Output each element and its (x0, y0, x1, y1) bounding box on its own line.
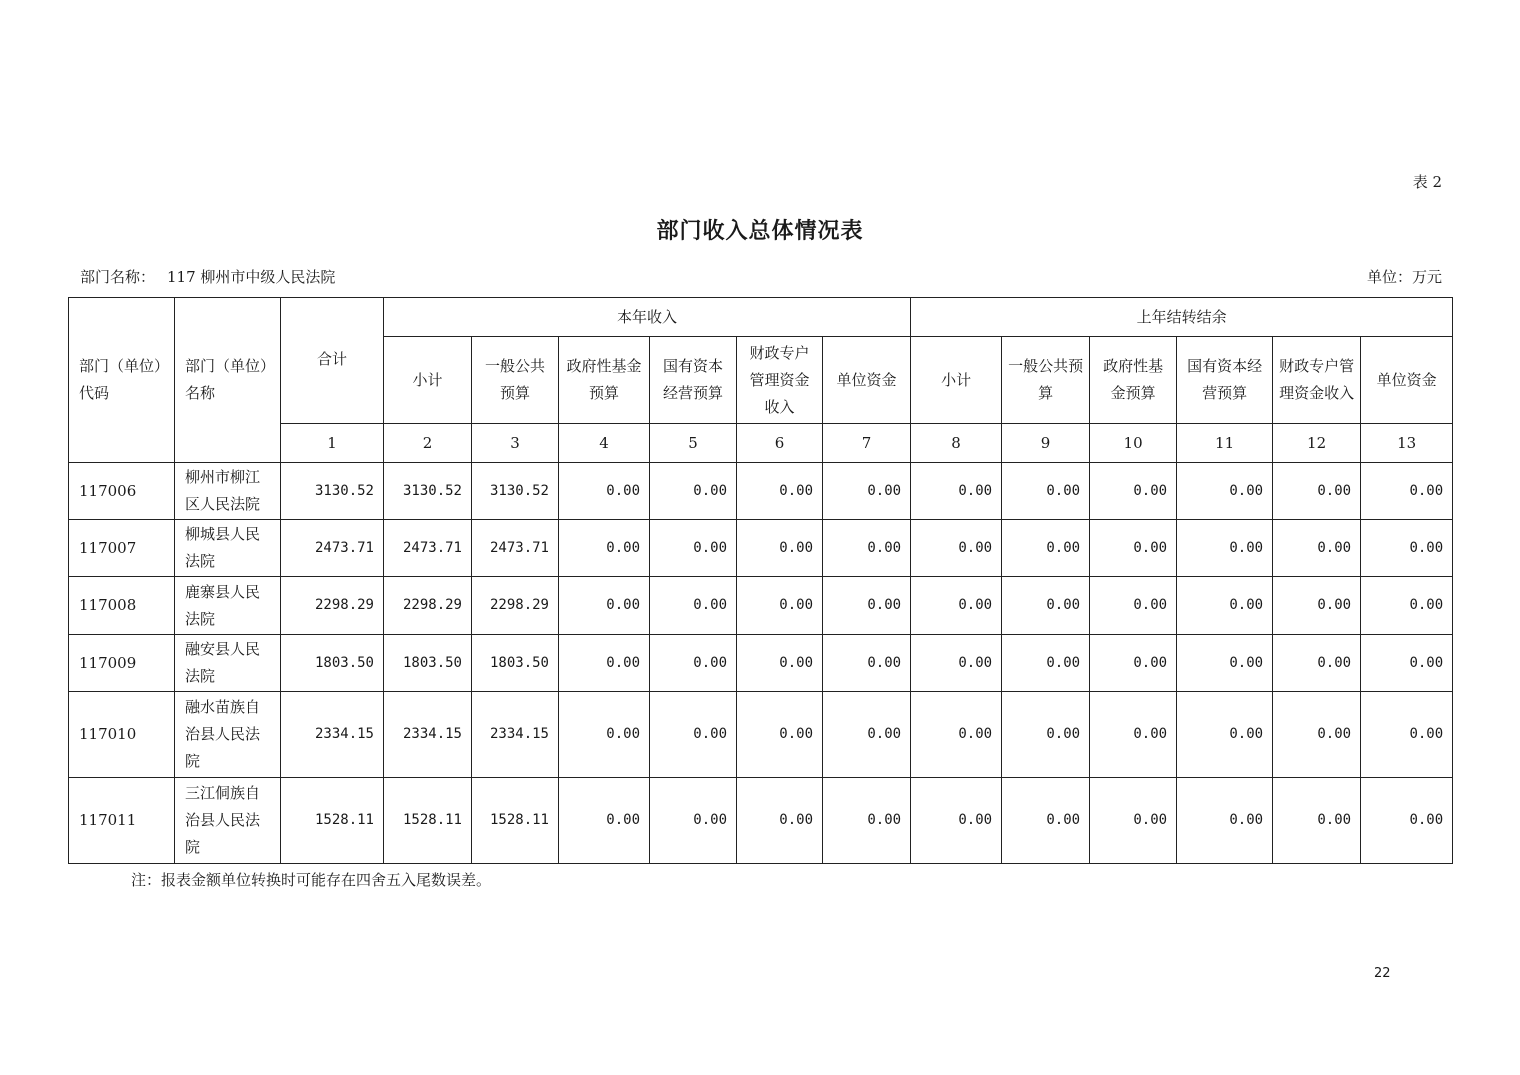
header-index-cell: 1 (281, 424, 384, 463)
row-amount-cell: 0.00 (823, 778, 911, 864)
header-index-cell: 12 (1273, 424, 1361, 463)
row-amount-cell: 1803.50 (472, 635, 559, 692)
header-group-current-year: 本年收入 (384, 298, 911, 337)
header-index-cell: 5 (650, 424, 737, 463)
income-table (68, 297, 1453, 864)
row-amount-cell: 0.00 (1361, 692, 1453, 778)
row-amount-cell: 0.00 (650, 577, 737, 635)
row-amount-cell: 0.00 (1177, 520, 1273, 577)
row-amount-cell: 0.00 (559, 520, 650, 577)
row-amount-cell: 0.00 (1273, 520, 1361, 577)
header-index-cell: 3 (472, 424, 559, 463)
row-amount-cell: 0.00 (1002, 692, 1090, 778)
header-subcolumn: 政府性基金预算 (1090, 337, 1177, 424)
row-amount-cell: 0.00 (559, 692, 650, 778)
row-amount-cell: 0.00 (1002, 635, 1090, 692)
header-subcolumn: 国有资本经营预算 (650, 337, 737, 424)
row-amount-cell: 0.00 (1177, 577, 1273, 635)
row-amount-cell: 0.00 (1090, 577, 1177, 635)
row-amount-cell: 0.00 (823, 463, 911, 520)
row-dept-code: 117007 (69, 520, 175, 577)
row-amount-cell: 0.00 (559, 778, 650, 864)
header-group-carryover: 上年结转结余 (911, 298, 1453, 337)
row-amount-cell: 0.00 (1177, 692, 1273, 778)
row-amount-cell: 0.00 (1177, 635, 1273, 692)
header-index-cell: 11 (1177, 424, 1273, 463)
table-body (69, 463, 1453, 864)
header-index-cell: 8 (911, 424, 1002, 463)
row-amount-cell: 3130.52 (384, 463, 472, 520)
row-amount-cell: 0.00 (911, 778, 1002, 864)
row-amount-cell: 0.00 (1273, 692, 1361, 778)
header-subcolumn: 财政专户管理资金收入 (1273, 337, 1361, 424)
department-value: 117 柳州市中级人民法院 (167, 268, 336, 286)
row-amount-cell: 0.00 (911, 692, 1002, 778)
row-dept-code: 117006 (69, 463, 175, 520)
row-amount-cell: 0.00 (737, 463, 823, 520)
row-amount-cell: 2473.71 (281, 520, 384, 577)
row-amount-cell: 0.00 (1361, 577, 1453, 635)
row-amount-cell: 0.00 (1090, 778, 1177, 864)
row-amount-cell: 0.00 (1273, 635, 1361, 692)
row-amount-cell: 0.00 (1273, 778, 1361, 864)
header-subcolumn: 一般公共预算 (1002, 337, 1090, 424)
table-row (69, 635, 1453, 692)
row-dept-name: 柳州市柳江区人民法院 (175, 463, 281, 520)
row-dept-name: 融水苗族自治县人民法院 (175, 692, 281, 778)
header-subcolumn: 一般公共预算 (472, 337, 559, 424)
row-amount-cell: 0.00 (1090, 635, 1177, 692)
row-dept-name: 融安县人民法院 (175, 635, 281, 692)
row-amount-cell: 1803.50 (281, 635, 384, 692)
unit-label: 单位：万元 (1366, 268, 1442, 286)
row-amount-cell: 2298.29 (472, 577, 559, 635)
department-label: 部门名称： (80, 268, 156, 286)
row-amount-cell: 0.00 (737, 520, 823, 577)
row-amount-cell: 0.00 (1361, 778, 1453, 864)
row-amount-cell: 0.00 (1090, 692, 1177, 778)
page-title: 部门收入总体情况表 (656, 218, 864, 244)
row-amount-cell: 0.00 (559, 463, 650, 520)
row-amount-cell: 0.00 (911, 463, 1002, 520)
header-row-groups (69, 298, 1453, 337)
row-amount-cell: 2298.29 (281, 577, 384, 635)
row-amount-cell: 0.00 (650, 778, 737, 864)
header-total: 合计 (281, 298, 384, 424)
header-index-cell: 6 (737, 424, 823, 463)
row-amount-cell: 2473.71 (384, 520, 472, 577)
header-index-cell: 13 (1361, 424, 1453, 463)
row-amount-cell: 0.00 (650, 463, 737, 520)
header-subcolumn: 单位资金 (1361, 337, 1453, 424)
header-subcolumn: 政府性基金预算 (559, 337, 650, 424)
row-amount-cell: 0.00 (559, 635, 650, 692)
row-dept-code: 117009 (69, 635, 175, 692)
row-amount-cell: 0.00 (911, 577, 1002, 635)
header-subcolumn: 国有资本经营预算 (1177, 337, 1273, 424)
row-dept-name: 三江侗族自治县人民法院 (175, 778, 281, 864)
row-amount-cell: 0.00 (1177, 778, 1273, 864)
row-amount-cell: 0.00 (737, 635, 823, 692)
header-subcolumn: 小计 (911, 337, 1002, 424)
row-amount-cell: 1528.11 (384, 778, 472, 864)
row-amount-cell: 0.00 (1273, 577, 1361, 635)
header-dept-code: 部门（单位）代码 (69, 298, 175, 463)
row-dept-code: 117010 (69, 692, 175, 778)
header-index-cell: 4 (559, 424, 650, 463)
row-amount-cell: 0.00 (650, 692, 737, 778)
row-amount-cell: 0.00 (1361, 635, 1453, 692)
row-amount-cell: 2334.15 (472, 692, 559, 778)
row-dept-code: 117011 (69, 778, 175, 864)
row-amount-cell: 0.00 (823, 635, 911, 692)
department-line (80, 266, 335, 287)
row-amount-cell: 2334.15 (384, 692, 472, 778)
row-dept-name: 柳城县人民法院 (175, 520, 281, 577)
row-dept-code: 117008 (69, 577, 175, 635)
row-amount-cell: 0.00 (650, 520, 737, 577)
row-amount-cell: 0.00 (1090, 520, 1177, 577)
row-amount-cell: 0.00 (823, 692, 911, 778)
row-amount-cell: 0.00 (1273, 463, 1361, 520)
row-amount-cell: 2298.29 (384, 577, 472, 635)
row-amount-cell: 0.00 (1002, 463, 1090, 520)
row-amount-cell: 0.00 (1090, 463, 1177, 520)
row-amount-cell: 1528.11 (281, 778, 384, 864)
row-dept-name: 鹿寨县人民法院 (175, 577, 281, 635)
row-amount-cell: 0.00 (650, 635, 737, 692)
header-subcolumn: 财政专户管理资金收入 (737, 337, 823, 424)
row-amount-cell: 0.00 (1177, 463, 1273, 520)
row-amount-cell: 1803.50 (384, 635, 472, 692)
row-amount-cell: 0.00 (559, 577, 650, 635)
footnote: 注：报表金额单位转换时可能存在四舍五入尾数误差。 (131, 871, 492, 889)
header-subcolumn: 小计 (384, 337, 472, 424)
table-row (69, 520, 1453, 577)
row-amount-cell: 0.00 (911, 635, 1002, 692)
row-amount-cell: 0.00 (823, 577, 911, 635)
header-index-cell: 9 (1002, 424, 1090, 463)
header-index-cell: 2 (384, 424, 472, 463)
header-dept-name: 部门（单位）名称 (175, 298, 281, 463)
row-amount-cell: 0.00 (737, 778, 823, 864)
row-amount-cell: 0.00 (911, 520, 1002, 577)
row-amount-cell: 0.00 (737, 692, 823, 778)
row-amount-cell: 2473.71 (472, 520, 559, 577)
row-amount-cell: 0.00 (737, 577, 823, 635)
row-amount-cell: 3130.52 (281, 463, 384, 520)
row-amount-cell: 0.00 (1002, 577, 1090, 635)
row-amount-cell: 0.00 (1361, 463, 1453, 520)
header-index-cell: 7 (823, 424, 911, 463)
table-row (69, 692, 1453, 778)
table-row (69, 577, 1453, 635)
table-row (69, 463, 1453, 520)
row-amount-cell: 3130.52 (472, 463, 559, 520)
row-amount-cell: 0.00 (1002, 520, 1090, 577)
header-index-cell: 10 (1090, 424, 1177, 463)
table-number-label: 表 2 (1412, 173, 1442, 191)
row-amount-cell: 2334.15 (281, 692, 384, 778)
row-amount-cell: 1528.11 (472, 778, 559, 864)
table-row (69, 778, 1453, 864)
page-number: 22 (1374, 966, 1391, 981)
header-subcolumn: 单位资金 (823, 337, 911, 424)
row-amount-cell: 0.00 (823, 520, 911, 577)
row-amount-cell: 0.00 (1361, 520, 1453, 577)
row-amount-cell: 0.00 (1002, 778, 1090, 864)
